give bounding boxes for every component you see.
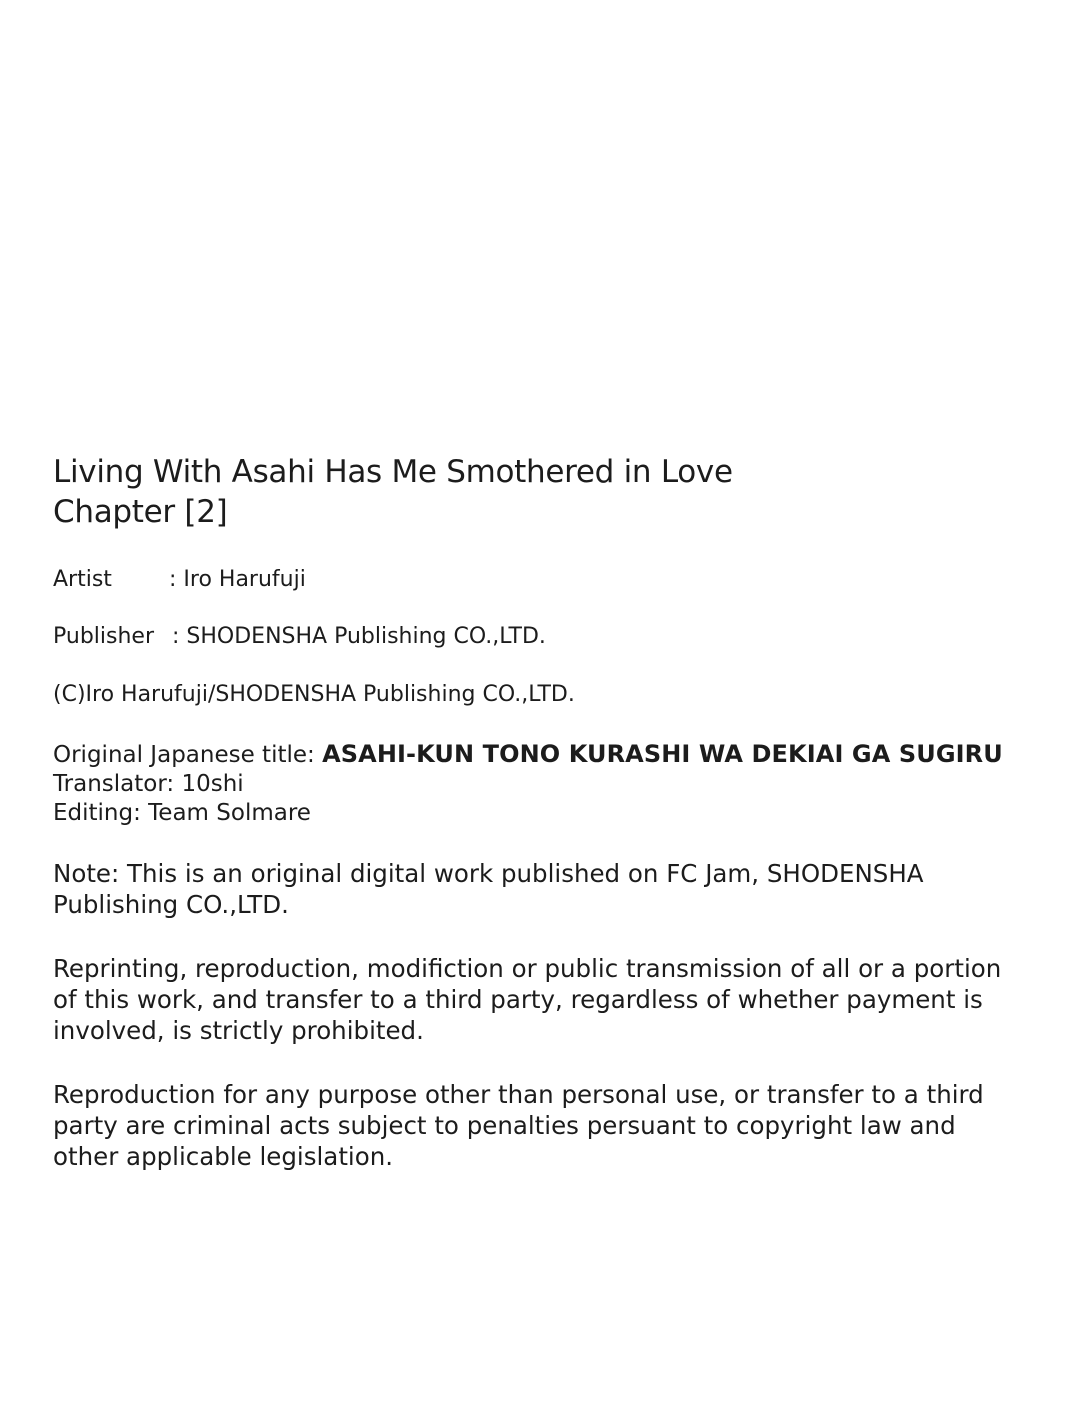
reproduction-paragraph (53, 1079, 1013, 1172)
note-line: Publishing CO.,LTD. (53, 890, 289, 919)
reproduction-line: Reproduction for any purpose other than personal use, or transfer to a third (53, 1080, 984, 1109)
original-title-value: ASAHI-KUN TONO KURASHI WA DEKIAI GA SUGIRU (322, 740, 1003, 768)
reproduction-line: other applicable legislation. (53, 1142, 394, 1171)
chapter-label: Chapter [2] (53, 494, 228, 530)
artist-row (53, 566, 1013, 594)
reprint-paragraph (53, 953, 1013, 1046)
series-title: Living With Asahi Has Me Smothered in Love (53, 454, 733, 490)
translator-line: Translator: 10shi (53, 771, 244, 797)
reproduction-line: party are criminal acts subject to penalties persuant to copyright law and (53, 1111, 956, 1140)
publisher-value: : SHODENSHA Publishing CO.,LTD. (172, 624, 546, 649)
note-line: Note: This is an original digital work published on FC Jam, SHODENSHA (53, 859, 924, 888)
copyright-line: (C)Iro Harufuji/SHODENSHA Publishing CO.,LTD. (53, 682, 575, 707)
editing-line: Editing: Team Solmare (53, 800, 311, 826)
publisher-label: Publisher (53, 624, 154, 649)
title-block (53, 452, 1013, 532)
details-block (53, 740, 1013, 828)
reprint-line: Reprinting, reproduction, modifiction or public transmission of all or a portion (53, 954, 1002, 983)
original-title-row (53, 740, 1013, 770)
reprint-line: involved, is strictly prohibited. (53, 1016, 424, 1045)
original-title-label: Original Japanese title: (53, 742, 315, 768)
publisher-row (53, 623, 1013, 651)
reprint-line: of this work, and transfer to a third party, regardless of whether payment is (53, 985, 983, 1014)
artist-label: Artist (53, 567, 112, 592)
artist-value: : Iro Harufuji (169, 567, 306, 592)
note-paragraph (53, 858, 1013, 920)
